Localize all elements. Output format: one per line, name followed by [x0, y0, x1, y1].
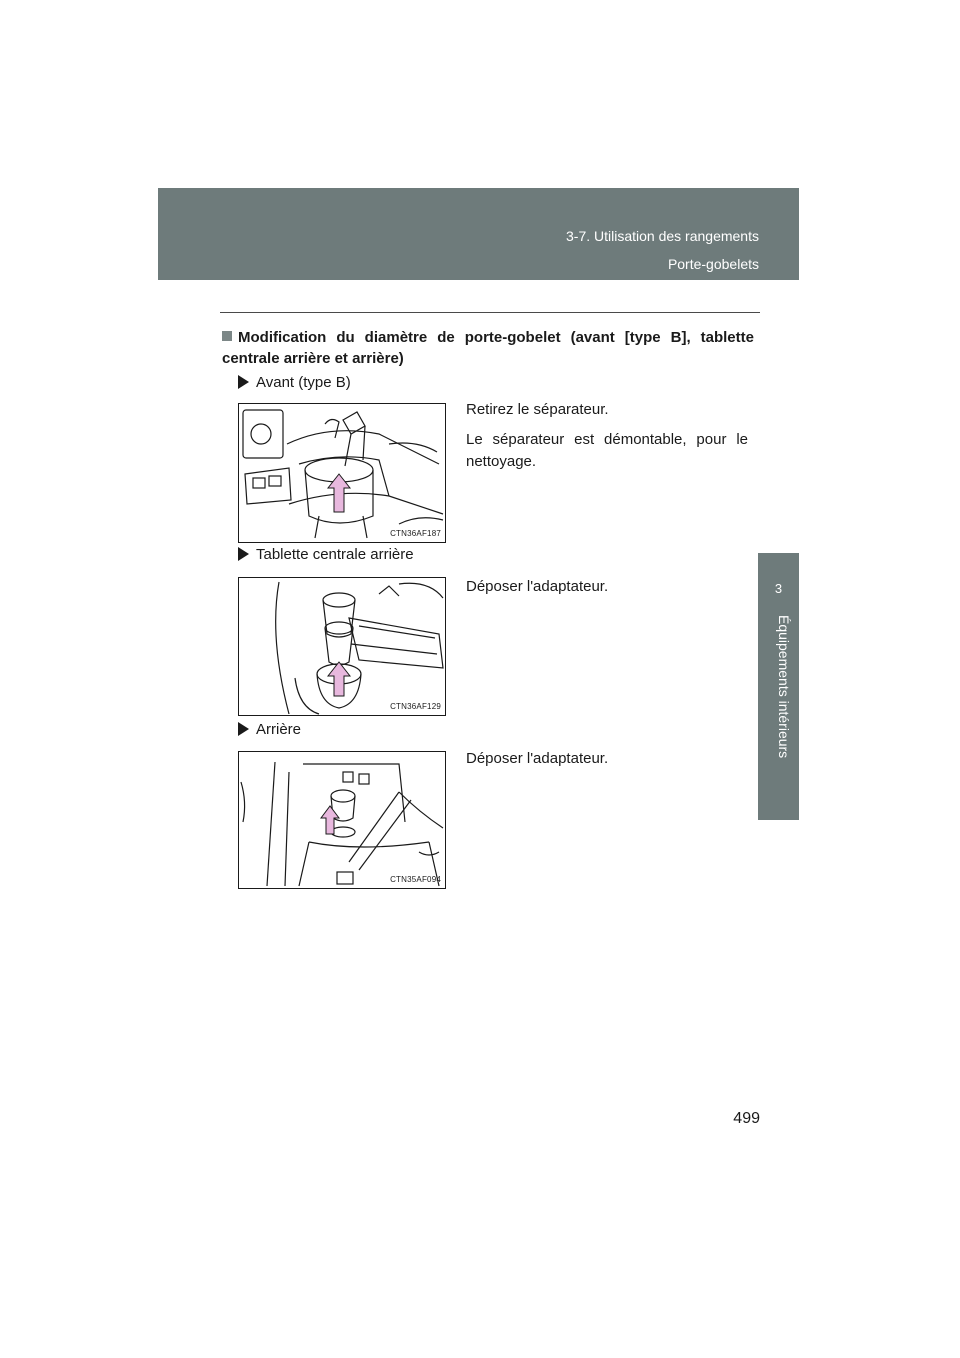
item-label-text: Tablette centrale arrière [256, 546, 414, 563]
heading-rule [220, 312, 760, 313]
lift-arrow-icon [328, 662, 350, 696]
triangle-bullet-icon [238, 375, 249, 389]
header-band [158, 188, 799, 280]
item-label-text: Arrière [256, 721, 302, 738]
page-number: 499 [733, 1110, 760, 1127]
instruction-text: Déposer l'adaptateur. [466, 750, 609, 767]
item-label-text: Avant (type B) [256, 374, 351, 391]
chapter-number: 3 [774, 581, 783, 596]
figure-code: CTN35AF094 [390, 875, 441, 884]
square-bullet-icon [222, 331, 232, 341]
figure-front-cup-holder [238, 403, 446, 543]
instruction-text: Déposer l'adaptateur. [466, 578, 609, 595]
section-heading-text: Modification du diamètre de porte-gobelet (avant [type B], tablette centrale arrière et arrière) [222, 329, 754, 367]
front-console-illustration [239, 404, 445, 542]
item-label-rear [238, 721, 301, 738]
figure-code: CTN36AF187 [390, 529, 441, 538]
section-title: 3-7. Utilisation des rangements [566, 228, 759, 244]
instruction-note: Le séparateur est démontable, pour le nettoyage. [466, 431, 748, 470]
subsection-title: Porte-gobelets [667, 256, 759, 272]
figure-rear-cup-holder [238, 751, 446, 889]
item-label-rear-center [238, 546, 414, 563]
chapter-tab [758, 553, 799, 820]
triangle-bullet-icon [238, 722, 249, 736]
item-label-front [238, 374, 351, 391]
chapter-label: Équipements intérieurs [776, 615, 792, 759]
section-heading [222, 327, 754, 369]
instruction-text: Retirez le séparateur. [466, 401, 609, 418]
rear-seat-illustration [239, 752, 445, 888]
figure-rear-center-cup-holder [238, 577, 446, 716]
figure-code: CTN36AF129 [390, 702, 441, 711]
rear-armrest-illustration [239, 578, 445, 715]
triangle-bullet-icon [238, 547, 249, 561]
